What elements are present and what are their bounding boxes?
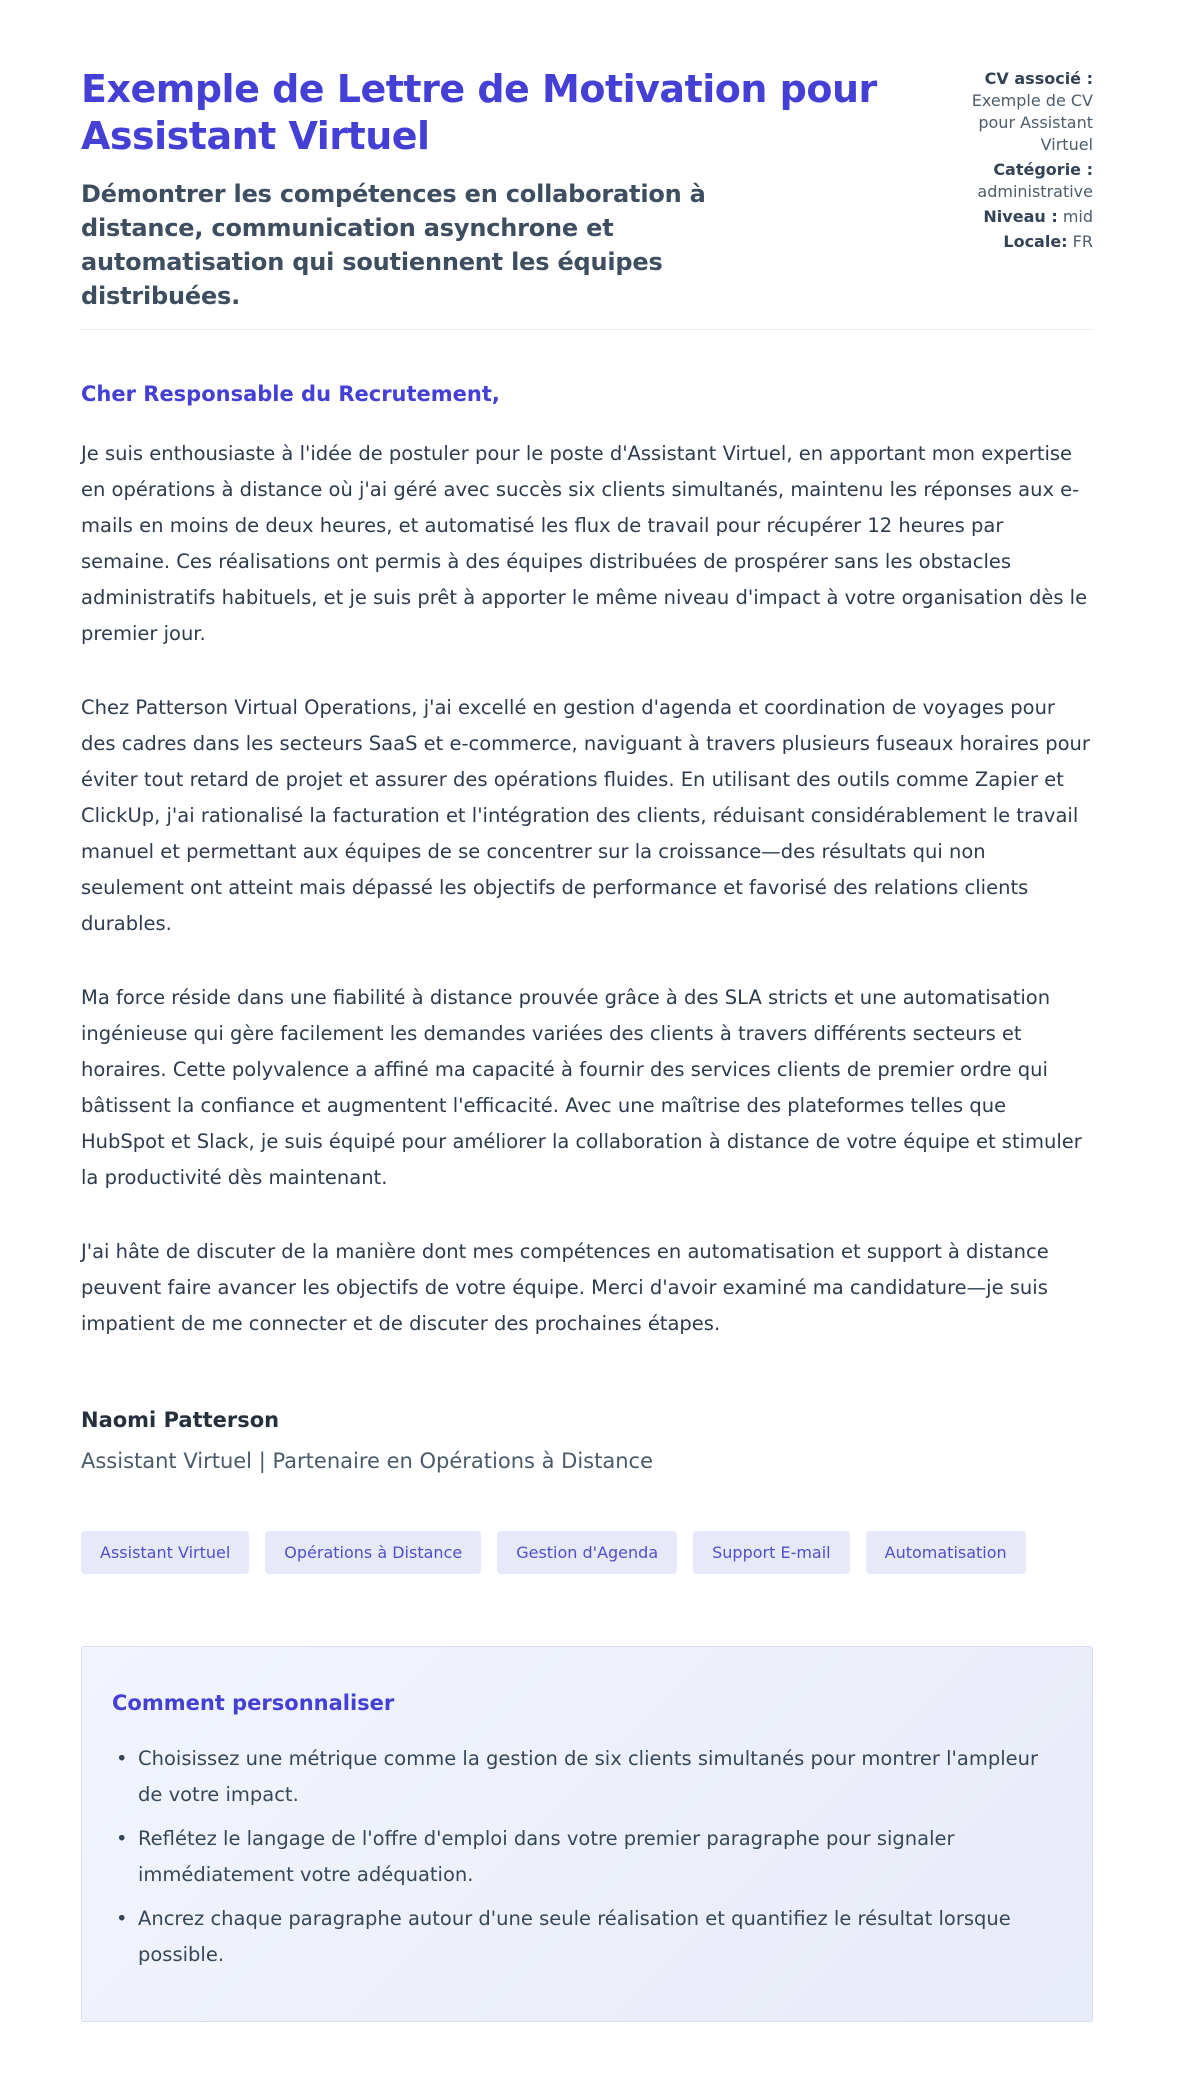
tip-item-1: • Choisissez une métrique comme la gestion de six clients simultanés pour montrer l'ampleur de votre impact. bbox=[134, 1741, 1056, 1813]
header-divider bbox=[81, 329, 1093, 330]
letter-greeting: Cher Responsable du Recrutement, bbox=[81, 382, 500, 406]
meta-level-value: mid bbox=[1062, 207, 1093, 226]
tips-heading: Comment personnaliser bbox=[112, 1691, 395, 1715]
meta-locale bbox=[943, 231, 1093, 253]
meta-level-label: Niveau : bbox=[983, 207, 1058, 226]
signature-name: Naomi Patterson bbox=[81, 1408, 280, 1432]
meta-associated-cv-label: CV associé : bbox=[984, 69, 1093, 88]
meta-associated-cv-value: Exemple de CV pour Assistant Virtuel bbox=[971, 91, 1093, 154]
meta-panel bbox=[943, 66, 1093, 256]
letter-paragraph-4: J'ai hâte de discuter de la manière dont mes compétences en automatisation et support à distance peuvent faire avancer les objectifs de votre équipe. Merci d'avoir examiné ma candidature—je suis impatient de me connecter et de discuter des prochaines étapes. bbox=[81, 1240, 1049, 1335]
tag-gestion-agenda[interactable]: Gestion d'Agenda bbox=[497, 1531, 677, 1574]
meta-level bbox=[943, 206, 1093, 228]
meta-locale-label: Locale: bbox=[1003, 232, 1068, 251]
tip-item-2: • Reflétez le langage de l'offre d'emploi dans votre premier paragraphe pour signaler immédiatement votre adéquation. bbox=[134, 1821, 1056, 1893]
signature-title: Assistant Virtuel | Partenaire en Opérations à Distance bbox=[81, 1449, 653, 1473]
tag-list bbox=[81, 1531, 1093, 1574]
meta-associated-cv bbox=[943, 68, 1093, 156]
meta-category-label: Catégorie : bbox=[993, 160, 1093, 179]
tips-list bbox=[112, 1741, 1056, 1973]
page-header bbox=[81, 66, 1093, 313]
letter-paragraph-1: Je suis enthousiaste à l'idée de postuler pour le poste d'Assistant Virtuel, en apportant mon expertise en opérations à distance où j'ai géré avec succès six clients simultanés, maintenu les réponses aux e-mails en moins de deux heures, et automatisé les flux de travail pour récupérer 12 heures par semaine. Ces réalisations ont permis à des équipes distribuées de prospérer sans les obstacles administratifs habituels, et je suis prêt à apporter le même niveau d'impact à votre organisation dès le premier jour. bbox=[81, 442, 1088, 645]
header-title-block bbox=[81, 66, 915, 313]
letter-body bbox=[81, 382, 1093, 1473]
tips-box bbox=[81, 1646, 1093, 2022]
page-title: Exemple de Lettre de Motivation pour Assistant Virtuel bbox=[81, 67, 877, 158]
meta-locale-value: FR bbox=[1072, 232, 1093, 251]
tag-operations-a-distance[interactable]: Opérations à Distance bbox=[265, 1531, 481, 1574]
meta-category bbox=[943, 159, 1093, 203]
tag-automatisation[interactable]: Automatisation bbox=[866, 1531, 1026, 1574]
tag-assistant-virtuel[interactable]: Assistant Virtuel bbox=[81, 1531, 249, 1574]
page-subtitle: Démontrer les compétences en collaboration à distance, communication asynchrone et automatisation qui soutiennent les équipes distribuées. bbox=[81, 180, 706, 310]
letter-paragraph-3: Ma force réside dans une fiabilité à distance prouvée grâce à des SLA stricts et une automatisation ingénieuse qui gère facilement les demandes variées des clients à travers différents secteurs et horaires. Cette polyvalence a affiné ma capacité à fournir des services clients de premier ordre qui bâtissent la confiance et augmentent l'efficacité. Avec une maîtrise des plateformes telles que HubSpot et Slack, je suis équipé pour améliorer la collaboration à distance de votre équipe et stimuler la productivité dès maintenant. bbox=[81, 986, 1082, 1189]
tag-support-email[interactable]: Support E-mail bbox=[693, 1531, 850, 1574]
letter-paragraph-2: Chez Patterson Virtual Operations, j'ai excellé en gestion d'agenda et coordination de voyages pour des cadres dans les secteurs SaaS et e-commerce, naviguant à travers plusieurs fuseaux horaires pour éviter tout retard de projet et assurer des opérations fluides. En utilisant des outils comme Zapier et ClickUp, j'ai rationalisé la facturation et l'intégration des clients, réduisant considérablement le travail manuel et permettant aux équipes de se concentrer sur la croissance—des résultats qui non seulement ont atteint mais dépassé les objectifs de performance et favorisé des relations clients durables. bbox=[81, 696, 1090, 935]
tip-item-3: • Ancrez chaque paragraphe autour d'une seule réalisation et quantifiez le résultat lorsque possible. bbox=[134, 1901, 1056, 1973]
meta-category-value: administrative bbox=[977, 182, 1093, 201]
